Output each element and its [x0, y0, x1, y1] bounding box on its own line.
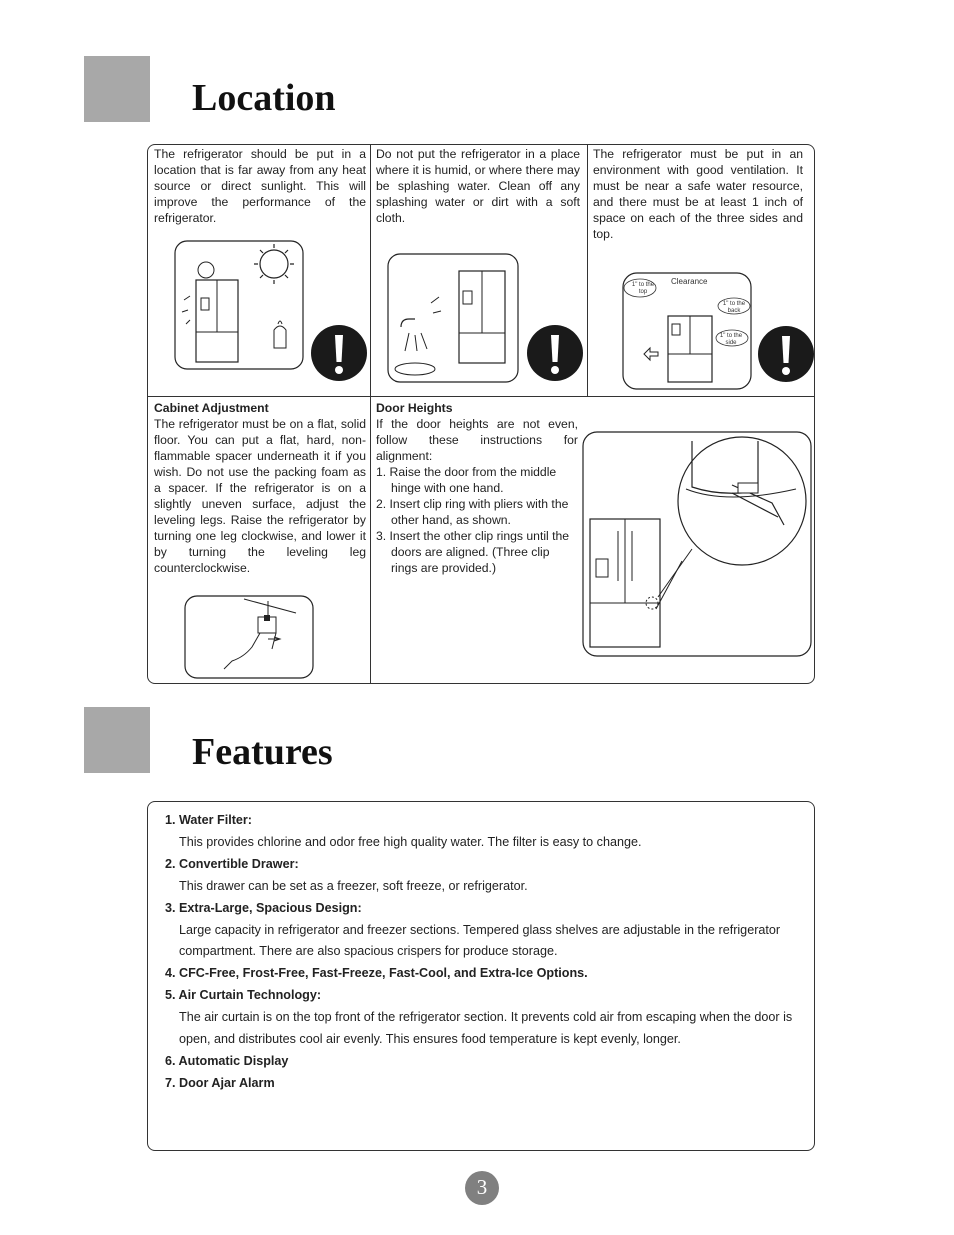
- features-list: [165, 810, 804, 1095]
- clearance-top-label: 1" to the top: [631, 282, 655, 295]
- fridge-water-illustration: [387, 253, 519, 383]
- cabinet-adjustment-section: [154, 400, 366, 576]
- door-heights-step: 3. Insert the other clip rings until the doors are aligned. (Three clip rings are provided.): [376, 529, 570, 575]
- location-tip-heat: The refrigerator should be put in a location that is far away from any heat source or direct sunlight. This will improve the performance of the refrigerator.: [154, 147, 366, 225]
- grid-divider: [148, 396, 814, 397]
- location-tip-ventilation: The refrigerator must be put in an environment with good ventilation. It must be near a safe water resource, and there must be at least 1 inch of space on each of the three sides and top.: [593, 147, 803, 241]
- feature-heading: 3. Extra-Large, Spacious Design:: [165, 900, 362, 915]
- feature-item: [165, 985, 804, 1051]
- feature-description: This drawer can be set as a freezer, soft freeze, or refrigerator.: [179, 878, 528, 893]
- feature-item: [165, 1051, 804, 1073]
- door-heights-heading: Door Heights: [376, 401, 453, 415]
- warning-icon: [526, 324, 584, 382]
- features-section-marker: [84, 707, 150, 773]
- warning-icon: [310, 324, 368, 382]
- grid-divider: [587, 145, 588, 396]
- features-panel: [147, 801, 815, 1151]
- door-heights-step: 2. Insert clip ring with pliers with the other hand, as shown.: [376, 497, 569, 527]
- cabinet-adjustment-heading: Cabinet Adjustment: [154, 401, 269, 415]
- feature-heading: 5. Air Curtain Technology:: [165, 988, 322, 1003]
- door-heights-step: 1. Raise the door from the middle hinge with one hand.: [376, 465, 557, 495]
- clearance-label: Clearance: [671, 277, 708, 286]
- location-title: Location: [192, 77, 336, 119]
- location-section-marker: [84, 56, 150, 122]
- feature-heading: 7. Door Ajar Alarm: [165, 1075, 275, 1090]
- door-heights-intro: If the door heights are not even, follow these instructions for alignment:: [376, 417, 578, 463]
- door-heights-section: [376, 400, 578, 576]
- location-tip-humidity: Do not put the refrigerator in a place where it is humid, or where there may be splashing water. Clean off any splashing water or dirt with a soft cloth.: [376, 147, 580, 225]
- feature-item: [165, 1073, 804, 1095]
- feature-item: [165, 810, 804, 854]
- feature-description: This provides chlorine and odor free high quality water. The filter is easy to change.: [179, 834, 642, 849]
- door-heights-steps: [376, 464, 578, 576]
- features-title: Features: [192, 731, 333, 773]
- fridge-sun-illustration: [174, 240, 304, 370]
- page-number-badge: 3: [465, 1171, 499, 1205]
- feature-heading: 2. Convertible Drawer:: [165, 856, 299, 871]
- feature-heading: 1. Water Filter:: [165, 813, 253, 827]
- leveling-leg-illustration: [184, 595, 314, 679]
- feature-item: [165, 898, 804, 964]
- door-alignment-illustration: [582, 431, 812, 657]
- clearance-side-label: 1" to the side: [719, 333, 743, 346]
- feature-item: [165, 854, 804, 898]
- warning-icon: [757, 325, 815, 383]
- cabinet-adjustment-text: The refrigerator must be on a flat, solid floor. You can put a flat, hard, non-flammable spacer underneath it if you wish. Do not use the packing foam as a spacer. If the refrigerator is on a slightly uneven surface, adjust the leveling legs. Raise the refrigerator by turning one leg clockwise, and lower it by turning the leveling leg counterclockwise.: [154, 417, 366, 575]
- feature-heading: 4. CFC-Free, Frost-Free, Fast-Freeze, Fast-Cool, and Extra-Ice Options.: [165, 966, 588, 981]
- location-panel: [147, 144, 815, 684]
- feature-description: The air curtain is on the top front of the refrigerator section. It prevents cold air from escaping when the door is open, and distributes cool air evenly. This ensures food temperature is kept evenly, longer.: [179, 1010, 793, 1047]
- clearance-back-label: 1" to the back: [722, 301, 746, 314]
- feature-description: Large capacity in refrigerator and freezer sections. Tempered glass shelves are adjustable in the refrigerator compartment. There are also spacious crispers for produce storage.: [179, 922, 781, 959]
- feature-heading: 6. Automatic Display: [165, 1053, 289, 1068]
- grid-divider: [370, 145, 371, 683]
- feature-item: [165, 963, 804, 985]
